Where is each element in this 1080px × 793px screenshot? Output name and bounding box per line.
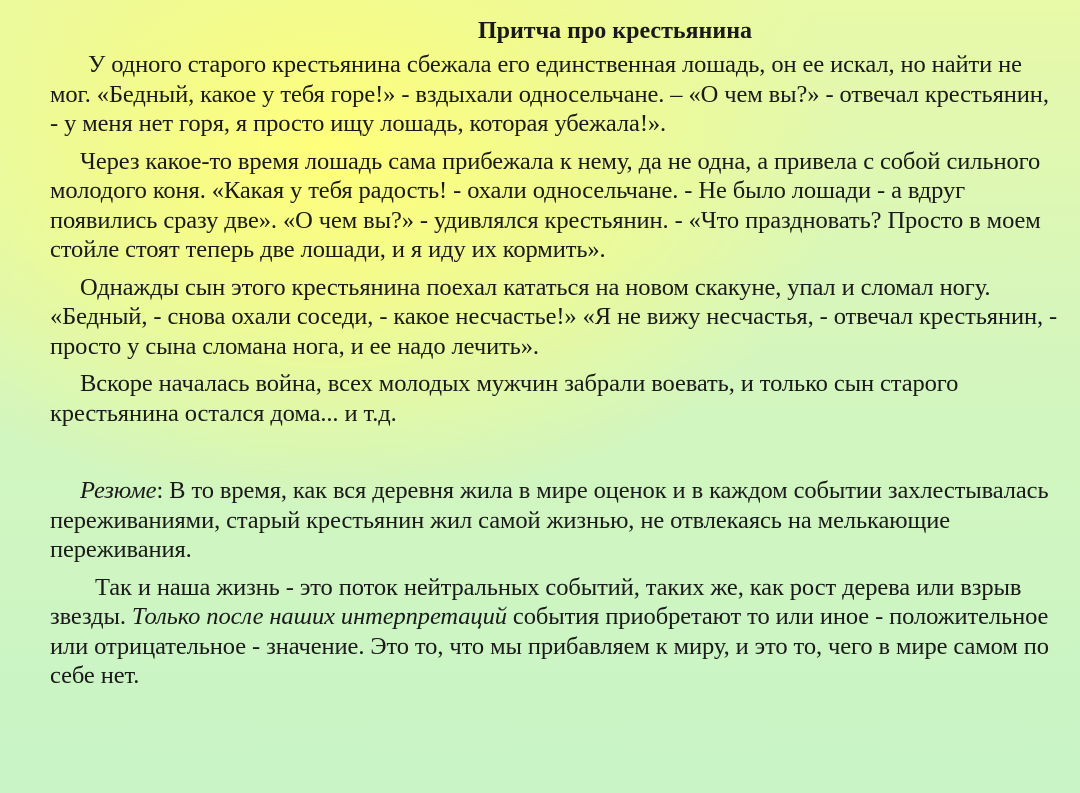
paragraph-3: Однажды сын этого крестьянина поехал кататься на новом скакуне, упал и сломал ногу. «Бедный, - снова охали соседи, - какое несчастье!» «Я не вижу несчастья, - отвечал крестьянин, - просто у сына сломана нога, и ее надо лечить». [50, 273, 1058, 360]
summary-text: : В то время, как вся деревня жила в мире оценок и в каждом событии захлестывалась переживаниями, старый крестьянин жил самой жизнью, не отвлекаясь на мелькающие переживания. [50, 477, 1049, 563]
paragraph-2: Через какое-то время лошадь сама прибежала к нему, да не одна, а привела с собой сильного молодого коня. «Какая у тебя радость! - охали односельчане. - Не было лошади - а вдруг появились сразу две». «О чем вы?» - удивлялся крестьянин. - «Что праздновать? Просто в моем стойле стоят теперь две лошади, и я иду их кормить». [50, 147, 1041, 263]
summary-paragraph [50, 476, 1060, 565]
conclusion-part-1: Так и наша жизнь - это поток нейтральных событий, таких же, как рост дерева или взрыв звезды. [50, 573, 1022, 630]
conclusion-paragraph [50, 573, 1060, 691]
document-title: Притча про крестьянина [477, 18, 753, 44]
conclusion-part-2: события приобретают то или иное - положительное или отрицательное - значение. Это то, что мы прибавляем к миру, и это то, чего в мире самом по себе нет. [50, 603, 1049, 689]
summary-label: Резюме [80, 477, 157, 504]
paragraph-1: У одного старого крестьянина сбежала его единственная лошадь, он ее искал, но найти не мог. «Бедный, какое у тебя горе!» - вздыхали односельчане. – «О чем вы?» - отвечал крестьянин, - у меня нет горя, я просто ищу лошадь, которая убежала!». [50, 51, 1049, 137]
conclusion-italic: Только после наших интерпретаций [131, 603, 507, 630]
text-frame [50, 16, 1060, 699]
paragraph-4: Вскоре началась война, всех молодых мужчин забрали воевать, и только сын старого крестьянина остался дома... и т.д. [50, 370, 959, 427]
spacer [50, 436, 1060, 476]
